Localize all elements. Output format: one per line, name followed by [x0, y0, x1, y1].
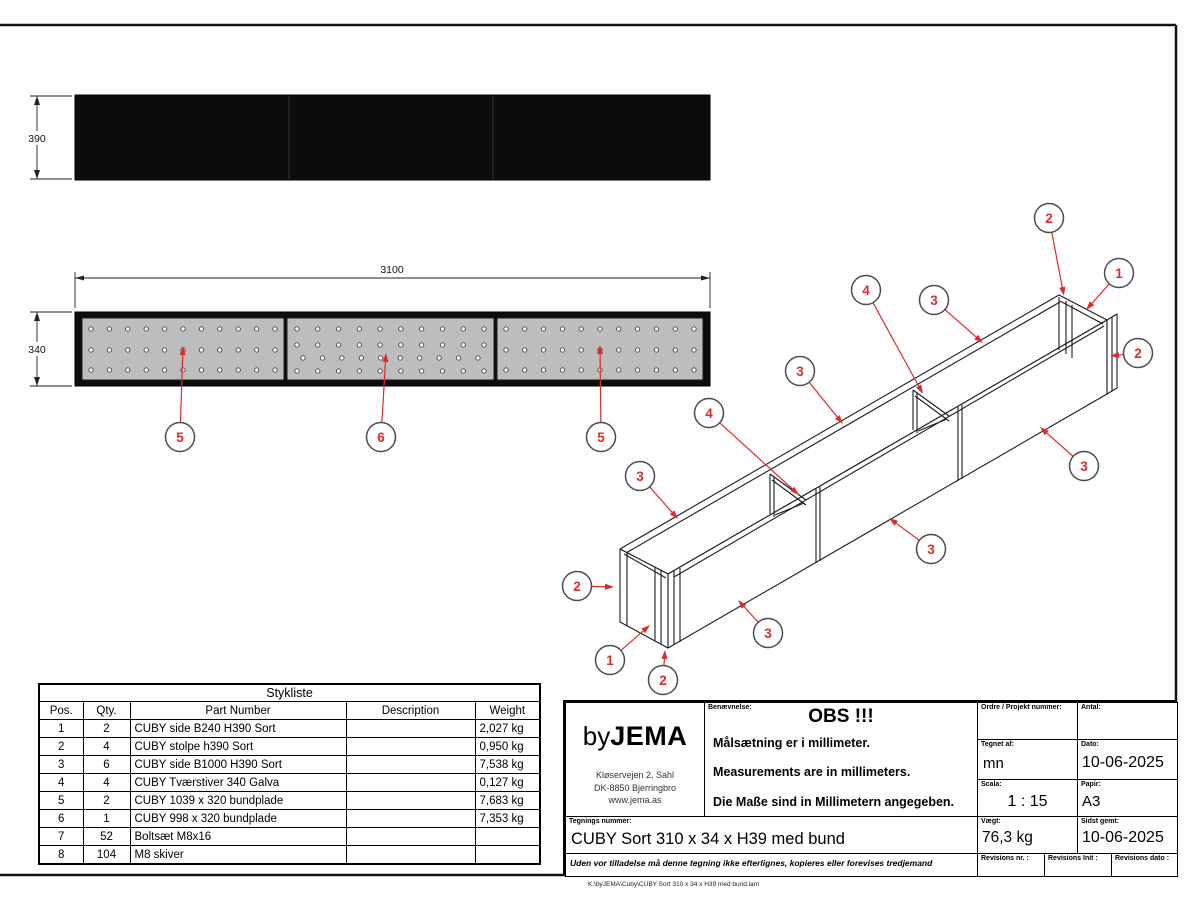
note-danish: Målsætning er i millimeter.	[713, 736, 870, 750]
bolt-hole	[523, 348, 527, 352]
bolt-hole	[89, 368, 93, 372]
bolt-hole	[560, 368, 564, 372]
bolt-hole	[617, 348, 621, 352]
leader-arrowhead	[605, 584, 614, 590]
bolt-hole	[378, 327, 382, 331]
leader-arrowhead	[889, 518, 898, 526]
paper-value: A3	[1082, 793, 1101, 810]
bolt-hole	[340, 356, 344, 360]
company-address: Kløservejen 2, Sahl DK-8850 Bjerringbro www.jema.as	[593, 770, 677, 806]
bolt-hole	[357, 369, 361, 373]
bolt-hole	[635, 348, 639, 352]
bolt-hole	[89, 327, 93, 331]
col-weight: Weight	[475, 702, 540, 720]
bolt-hole	[673, 348, 677, 352]
bolt-hole	[236, 327, 240, 331]
leader-arrowhead	[1059, 287, 1065, 296]
quantity-box: Antal:	[1077, 702, 1178, 740]
bolt-hole	[144, 348, 148, 352]
bolt-hole	[461, 327, 465, 331]
bolt-hole	[162, 327, 166, 331]
plan-view	[75, 312, 710, 386]
bolt-hole	[692, 327, 696, 331]
bolt-hole	[301, 356, 305, 360]
date-box: Dato: 10-06-2025	[1077, 739, 1178, 780]
bolt-hole	[617, 368, 621, 372]
bolt-hole	[295, 369, 299, 373]
bolt-hole	[199, 348, 203, 352]
balloon-number: 6	[377, 429, 385, 445]
leader-line	[600, 351, 601, 423]
balloon-number: 3	[764, 625, 772, 641]
bolt-hole	[482, 343, 486, 347]
designation-box	[704, 702, 978, 817]
bolt-hole	[316, 343, 320, 347]
leader-line	[809, 382, 839, 419]
bolt-hole	[89, 348, 93, 352]
file-path: K:\byJEMA\Cuby\CUBY Sort 310 x 34 x H39 med bund.iam	[588, 881, 760, 888]
bolt-hole	[399, 369, 403, 373]
balloon-number: 4	[705, 405, 713, 421]
bolt-hole	[654, 348, 658, 352]
balloon-number: 2	[1134, 345, 1142, 361]
bolt-hole	[440, 327, 444, 331]
balloon-number: 2	[659, 672, 667, 688]
table-row: 6 1 CUBY 998 x 320 bundplade 7,353 kg	[39, 810, 540, 828]
obs-title: OBS !!!	[808, 706, 874, 727]
bolt-hole	[336, 343, 340, 347]
bolt-hole	[378, 343, 382, 347]
bolt-hole	[107, 368, 111, 372]
table-row: 5 2 CUBY 1039 x 320 bundplade 7,683 kg	[39, 792, 540, 810]
bolt-hole	[378, 369, 382, 373]
bolt-hole	[107, 348, 111, 352]
bolt-hole	[357, 343, 361, 347]
weight-box: Vægt: 76,3 kg	[977, 816, 1078, 854]
leader-line	[945, 310, 979, 339]
bolt-hole	[437, 356, 441, 360]
leader-line	[894, 522, 920, 541]
bolt-hole	[126, 368, 130, 372]
leader-line	[621, 629, 646, 651]
bolt-hole	[523, 327, 527, 331]
last-saved-box: Sidst gemt: 10-06-2025	[1077, 816, 1178, 854]
bolt-hole	[504, 348, 508, 352]
bolt-hole	[504, 327, 508, 331]
bolt-hole	[560, 348, 564, 352]
bolt-hole	[541, 368, 545, 372]
drawn-by-value: mn	[983, 755, 1004, 772]
bolt-hole	[579, 368, 583, 372]
drawn-by-box: Tegnet af: mn	[977, 739, 1078, 780]
bolt-hole	[107, 327, 111, 331]
table-row: 8 104 M8 skiver	[39, 846, 540, 865]
col-part: Part Number	[130, 702, 346, 720]
bolt-hole	[579, 348, 583, 352]
col-qty: Qty.	[83, 702, 130, 720]
bolt-hole	[579, 327, 583, 331]
disclaimer-text: Uden vor tilladelse må denne tegning ikke efterlignes, kopieres eller forevises tredjemand	[570, 858, 933, 868]
bolt-hole	[523, 368, 527, 372]
leader-line	[1090, 284, 1109, 306]
date-value: 10-06-2025	[1082, 754, 1164, 771]
col-pos: Pos.	[39, 702, 83, 720]
note-german: Die Maße sind in Millimetern angegeben.	[713, 795, 955, 809]
table-row: 7 52 Boltsæt M8x16	[39, 828, 540, 846]
bolt-hole	[692, 368, 696, 372]
bolt-hole	[398, 356, 402, 360]
bolt-hole	[254, 327, 258, 331]
bolt-hole	[199, 327, 203, 331]
bolt-hole	[199, 368, 203, 372]
title-block	[563, 700, 1176, 875]
bolt-hole	[692, 348, 696, 352]
bolt-hole	[541, 348, 545, 352]
drawing-number-box: Tegnings nummer: CUBY Sort 310 x 34 x H39 med bund	[565, 816, 978, 854]
benaevnelse-label: Benævnelse:	[708, 704, 752, 711]
balloon-number: 3	[927, 541, 935, 557]
bolt-hole	[456, 356, 460, 360]
leader-line	[1052, 232, 1063, 290]
bolt-hole	[399, 343, 403, 347]
revision-init-box: Revisions Init :	[1044, 853, 1112, 877]
bolt-hole	[617, 327, 621, 331]
parts-header-row	[39, 702, 540, 720]
bolt-hole	[673, 368, 677, 372]
bolt-hole	[316, 369, 320, 373]
dim-front-height-label: 390	[28, 133, 46, 145]
bolt-hole	[379, 356, 383, 360]
leader-line	[873, 303, 920, 389]
bolt-hole	[560, 327, 564, 331]
bolt-hole	[144, 368, 148, 372]
drawing-number-value: CUBY Sort 310 x 34 x H39 med bund	[571, 830, 845, 848]
leader-line	[742, 604, 758, 622]
bolt-hole	[654, 327, 658, 331]
weight-value: 76,3 kg	[982, 829, 1033, 846]
balloon-number: 5	[176, 429, 184, 445]
bolt-hole	[218, 368, 222, 372]
balloon-number: 2	[1045, 210, 1053, 226]
bolt-hole	[126, 348, 130, 352]
revision-date-box: Revisions dato :	[1111, 853, 1178, 877]
balloon-number: 3	[930, 292, 938, 308]
bolt-hole	[461, 369, 465, 373]
bolt-hole	[359, 356, 363, 360]
bolt-hole	[162, 368, 166, 372]
bolt-hole	[162, 348, 166, 352]
bolt-hole	[144, 327, 148, 331]
parts-list	[38, 683, 539, 865]
front-view	[75, 95, 710, 180]
bolt-hole	[181, 368, 185, 372]
bolt-hole	[181, 327, 185, 331]
table-row: 1 2 CUBY side B240 H390 Sort 2,027 kg	[39, 720, 540, 738]
paper-box: Papir: A3	[1077, 779, 1178, 817]
bolt-hole	[504, 368, 508, 372]
bolt-hole	[654, 368, 658, 372]
dim-plan-length-label: 3100	[380, 264, 404, 276]
bolt-hole	[320, 356, 324, 360]
bolt-hole	[273, 348, 277, 352]
bolt-hole	[357, 327, 361, 331]
bolt-hole	[482, 327, 486, 331]
bolt-hole	[476, 356, 480, 360]
leader-line	[650, 487, 674, 515]
bolt-hole	[461, 343, 465, 347]
bolt-hole	[295, 327, 299, 331]
balloon-number: 1	[606, 652, 614, 668]
bolt-hole	[126, 327, 130, 331]
bolt-hole	[295, 343, 299, 347]
bolt-hole	[482, 369, 486, 373]
balloon-number: 1	[1115, 265, 1123, 281]
bolt-hole	[254, 348, 258, 352]
parts-list-title: Stykliste	[39, 684, 540, 702]
balloon-number: 3	[796, 363, 804, 379]
last-saved-value: 10-06-2025	[1082, 829, 1164, 846]
table-row: 3 6 CUBY side B1000 H390 Sort 7,538 kg	[39, 756, 540, 774]
bolt-hole	[316, 327, 320, 331]
bolt-hole	[419, 369, 423, 373]
table-row: 4 4 CUBY Tværstiver 340 Galva 0,127 kg	[39, 774, 540, 792]
balloon-number: 3	[1080, 458, 1088, 474]
note-english: Measurements are in millimeters.	[713, 765, 911, 779]
bolt-hole	[336, 327, 340, 331]
bolt-hole	[399, 327, 403, 331]
bolt-hole	[236, 368, 240, 372]
company-logo-box	[565, 702, 705, 817]
bolt-hole	[236, 348, 240, 352]
bolt-hole	[635, 327, 639, 331]
disclaimer-box	[565, 853, 978, 877]
bolt-hole	[273, 368, 277, 372]
bolt-hole	[419, 343, 423, 347]
revision-number-box: Revisions nr. :	[977, 853, 1045, 877]
bolt-hole	[218, 327, 222, 331]
balloon-number: 2	[573, 578, 581, 594]
bolt-hole	[673, 327, 677, 331]
leader-arrowhead	[661, 650, 667, 659]
bolt-hole	[541, 327, 545, 331]
bolt-hole	[635, 368, 639, 372]
bolt-hole	[419, 327, 423, 331]
company-logo: byJEMA	[582, 721, 688, 751]
balloon-number: 4	[862, 282, 870, 298]
bolt-hole	[417, 356, 421, 360]
leader-line	[1044, 431, 1073, 456]
balloon-number: 3	[636, 468, 644, 484]
bolt-hole	[440, 369, 444, 373]
bolt-hole	[218, 348, 222, 352]
dim-plan-width-label: 340	[28, 344, 46, 356]
col-desc: Description	[346, 702, 475, 720]
table-row: 2 4 CUBY stolpe h390 Sort 0,950 kg	[39, 738, 540, 756]
scale-value: 1 : 15	[1007, 793, 1048, 810]
bolt-hole	[440, 343, 444, 347]
bolt-hole	[336, 369, 340, 373]
scale-box: Scala: 1 : 15	[977, 779, 1078, 817]
bolt-hole	[273, 327, 277, 331]
order-number-box: Ordre / Projekt nummer:	[977, 702, 1078, 740]
bolt-hole	[598, 327, 602, 331]
balloon-number: 5	[597, 429, 605, 445]
bolt-hole	[254, 368, 258, 372]
